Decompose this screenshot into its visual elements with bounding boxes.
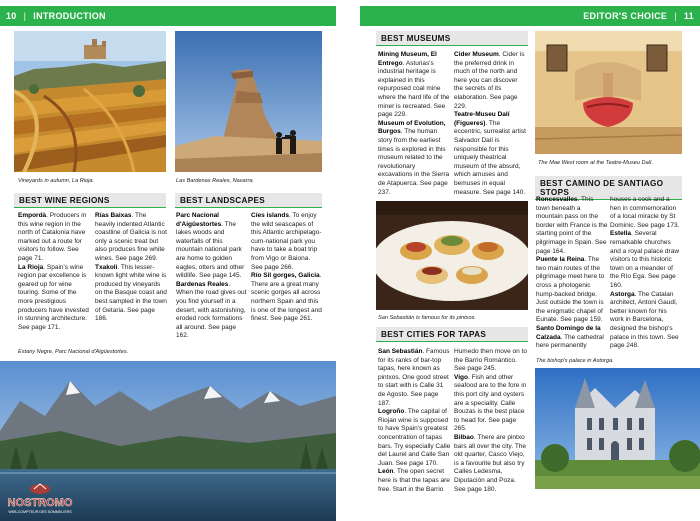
estany-caption: Estany Negre, Parc Nacional d'Aigüestortes.: [18, 349, 129, 355]
mae-west-caption: The Mae West room at the Teatre-Museu Dalí.: [538, 160, 654, 166]
museum-entry-evolution: Museum of Evolution, Burgos. The human story from the earliest times is explored in this museum related to the revolutionary excavations in the Sierra de Atapuerca. See page 237.: [378, 119, 450, 196]
bardenas-caption: Las Bardenas Reales, Navarra.: [176, 178, 255, 184]
vineyard-photo: [14, 31, 166, 172]
santiago-entry-puente-la-reina: Puente la Reina. The two main routes of the pilgrimage meet here to cross a photogenic hump-backed bridge. Just outside the town is the enigmatic chapel of Eunate. See page 159.: [536, 256, 605, 324]
wine-regions-col1: [18, 212, 90, 332]
santiago-col2: [610, 196, 682, 351]
bardenas-photo: [175, 31, 322, 172]
left-header-bar: [0, 6, 336, 26]
museum-entry-cider: Cider Museum. Cider is the preferred drink in much of the north and here you can discover the secrets of its elaboration. See page 229.: [454, 51, 525, 110]
left-page-number: 10: [6, 11, 17, 21]
pintxos-photo: [376, 201, 528, 310]
landscape-entry-aiguestortes: Parc Nacional d'Aigüestortes. The lakes woods and waterfalls of this mountain national park are home to golden eagles, otters and other wildlife. See page 145.: [176, 212, 245, 280]
right-page-number: 11: [683, 11, 694, 21]
right-section-title: EDITOR'S CHOICE: [583, 11, 668, 21]
landscape-entry-rio-sil: Río Sil gorges, Galicia. There are a great many scenic gorges all across northern Spain and this is one of the longest and finest. See page 261.: [251, 272, 322, 323]
tapas-entry-continued: Humedo then move on to the Barrio Romántico. See page 245.: [454, 348, 527, 373]
left-section-title: INTRODUCTION: [33, 11, 106, 21]
santiago-entry-santo-domingo: Santo Domingo de la Calzada. The cathedral here permanently: [536, 324, 604, 350]
pintxos-caption: San Sebastián is famous for its pintxos.: [378, 315, 476, 321]
wine-regions-heading: BEST WINE REGIONS: [14, 193, 166, 208]
right-page: [350, 0, 700, 521]
wine-entry-emporda: Empordà. Producers in this wine region in the north of Catalonia have marked out a route for visitors to follow. See page 71.: [18, 212, 87, 262]
museums-col2: [454, 51, 528, 197]
landscapes-col1: [176, 212, 248, 341]
mae-west-room-photo: [535, 31, 682, 154]
landscapes-heading: BEST LANDSCAPES: [175, 193, 322, 208]
santiago-heading: BEST CAMINO DE SANTIAGO STOPS: [535, 176, 682, 200]
bishop-caption: The bishop's palace in Astorga.: [536, 358, 614, 364]
museums-heading: BEST MUSEUMS: [376, 31, 528, 46]
vineyard-caption: Vineyards in autumn, La Rioja.: [18, 178, 95, 184]
museum-entry-dali: Teatre-Museu Dalí (Figueres). The eccentric, surrealist artist Salvador Dalí is responsible for this uniquely theatrical museum of the absurd, which amuses and bemuses in equal measure. See page 140.: [454, 111, 526, 196]
wine-entry-txakoli: Txakoli. This lesser-known light white wine is produced by vineyards on the Basque coast and best sampled in the town of Getaria. See page 186.: [95, 263, 167, 323]
tapas-heading: BEST CITIES FOR TAPAS: [376, 327, 528, 342]
wine-regions-col2: [95, 212, 167, 324]
header-divider: |: [23, 11, 27, 21]
landscape-entry-cies: Cíes islands. To enjoy the wild seascapes of this Atlantic archipelago-cum-national park you have to take a boat trip from Vigo or Baiona. See page 266.: [251, 212, 322, 271]
santiago-entry-astorga: Astorga. The Catalan architect, Antoni Gaudí, better known for his work in Barcelona, designed the bishop's palace in this town. See page 248.: [610, 290, 679, 350]
header-divider: |: [674, 11, 677, 21]
svg-text:NOSTROMO: NOSTROMO: [7, 497, 73, 509]
museum-entry-mining: Mining Museum, El Entrego. Asturias's industrial heritage is explained in this repurposed coal mine where the hard life of the miner is recreated. See page 229.: [378, 51, 450, 119]
tapas-entry-vigo: Vigo. Fish and other seafood are to the fore in this port city and oysters are a speciality. Calle Bouzas is the best place to head for. See page 265.: [454, 373, 527, 433]
wine-entry-rias-baixas: Rías Baixas. The heavily indented Atlantic coastline of Galicia is not only a scenic treat but also produces fine white wines. See page 269.: [95, 212, 167, 262]
landscape-entry-bardenas: Bardenas Reales. When the road gives out you find yourself in a desert, with astonishing, eroded rock formations all around. See page 162.: [176, 280, 247, 340]
santiago-entry-estella: Estella. Several remarkable churches and a royal palace draw visitors to this historic town on a meander of the Río Ega. See page 160.: [610, 230, 680, 289]
santiago-entry-roncesvalles: Roncesvalles. This town beneath a mountain pass on the border with France is the starting point of the pilgrimage in Spain. See page 164.: [536, 196, 608, 255]
tapas-entry-san-sebastian: San Sebastián. Famous for its ranks of bar-top tapas, here known as pintxos. One good street to start with is Calle 31 de Agosto. See page 187.: [378, 348, 450, 407]
tapas-entry-logrono: Logroño. The capital of Riojan wine is supposed to have Spain's greatest concentration of tapas bars. Try especially Calle del Laurel and Calle San Juan. See page 170.: [378, 408, 451, 467]
tapas-entry-leon: León. The open secret here is that the tapas are free. Start in the Barrio: [378, 468, 450, 493]
svg-text:WEB-COMPTEUR DES SOMMELIERS: WEB-COMPTEUR DES SOMMELIERS: [8, 510, 72, 514]
tapas-col2: [454, 348, 528, 494]
bishops-palace-photo: [535, 368, 700, 489]
santiago-col1: [536, 196, 608, 351]
right-header-bar: [360, 6, 700, 26]
landscapes-col2: [251, 212, 323, 324]
tapas-col1: [378, 348, 451, 494]
tapas-entry-bilbao: Bilbao. There are pintxo bars all over the city. The old quarter, Casco Viejo, is a favourite but also try Calles Ledesma, Diputación and Poza. See page 180.: [454, 433, 527, 493]
museums-col1: [378, 51, 451, 197]
wine-entry-la-rioja: La Rioja. Spain's wine region par excellence is geared up for wine touring. Some of the more prestigious producers have invested in stunning architecture. See page 171.: [18, 263, 89, 331]
santiago-entry-continued: houses a cock and a hen in commemoration of a local miracle by St Dominic. See page 173.: [610, 196, 680, 229]
nostromo-logo: [4, 482, 76, 516]
